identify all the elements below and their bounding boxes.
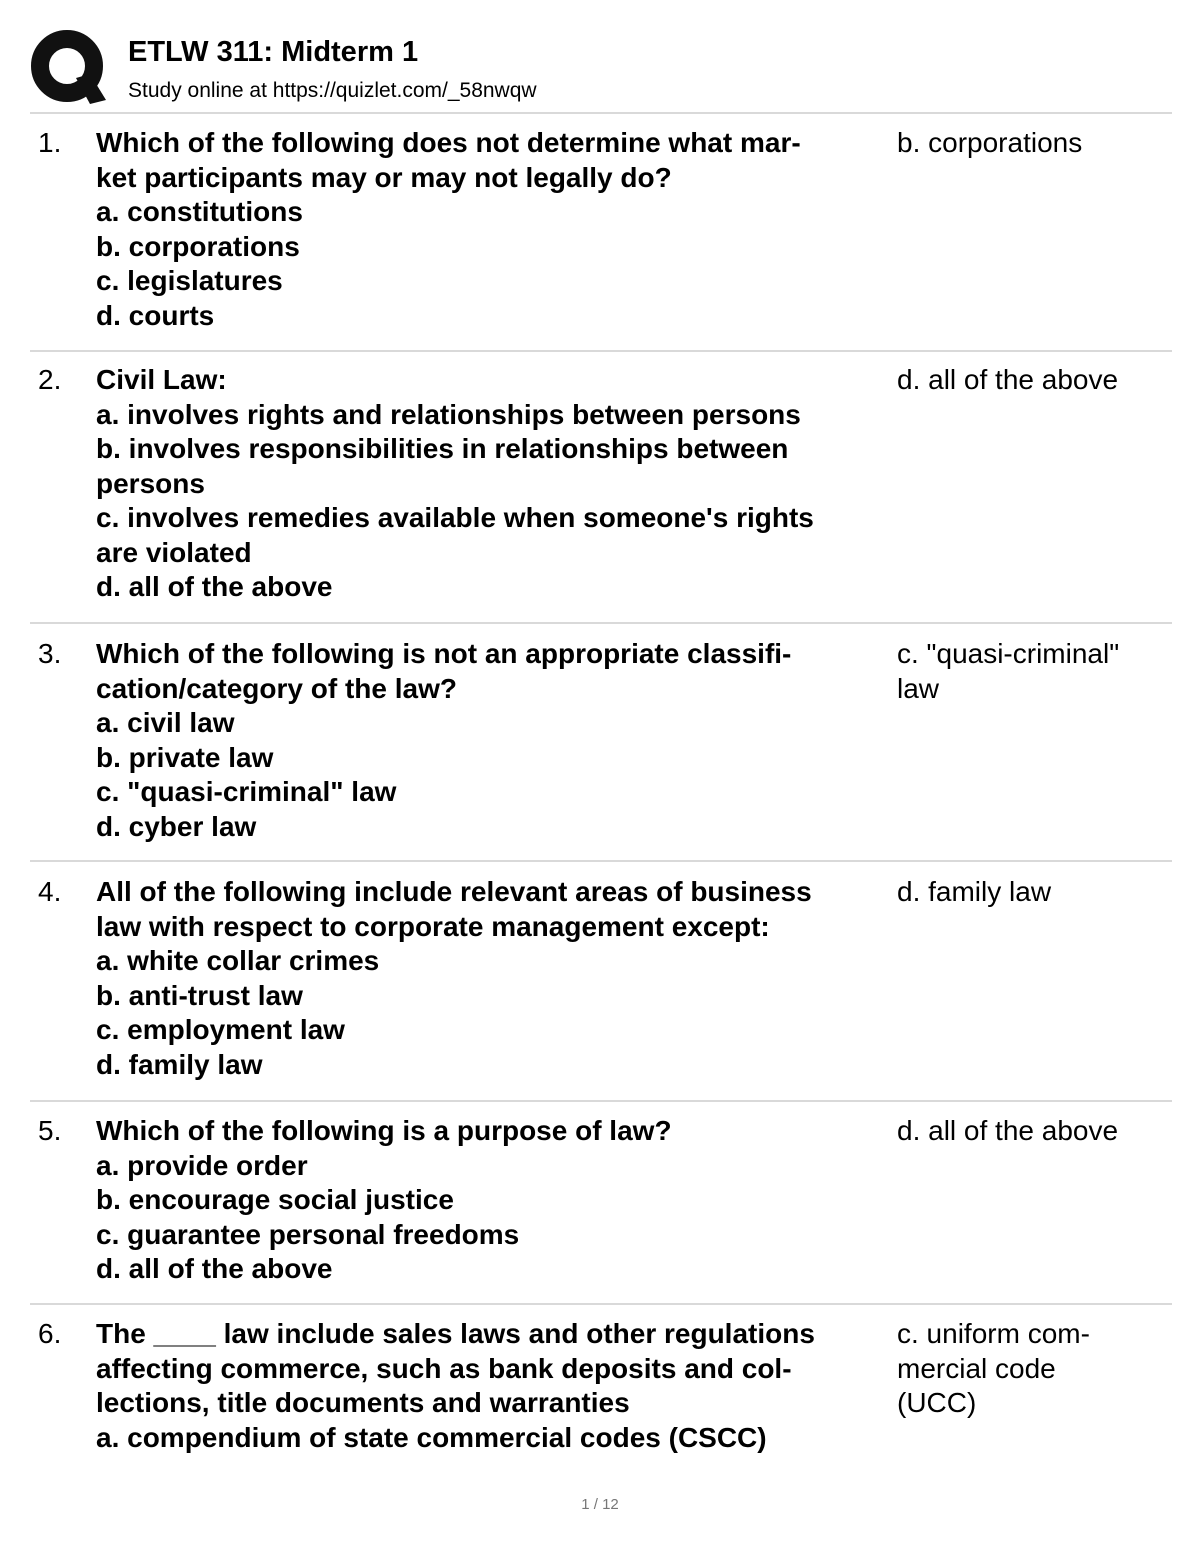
option-line: c. "quasi-criminal" law bbox=[96, 776, 397, 807]
option-line: a. provide order bbox=[96, 1149, 308, 1181]
answer-line: (UCC) bbox=[897, 1387, 977, 1418]
card-number: 5. bbox=[38, 1115, 62, 1146]
option-line: c. involves remedies available when someone's rights bbox=[96, 502, 814, 533]
question-line: affecting commerce, such as bank deposits and col- bbox=[96, 1352, 792, 1384]
document-title: ETLW 311: Midterm 1 bbox=[128, 36, 419, 68]
divider bbox=[30, 1303, 1172, 1305]
answer bbox=[897, 1114, 1167, 1149]
page-indicator: 1 / 12 bbox=[581, 1496, 619, 1513]
option-line: a. compendium of state commercial codes (CSCC) bbox=[96, 1421, 767, 1453]
option-line: d. all of the above bbox=[96, 1253, 333, 1284]
answer bbox=[897, 363, 1167, 398]
answer-line: d. family law bbox=[897, 876, 1052, 907]
question bbox=[96, 637, 891, 844]
option-line: a. constitutions bbox=[96, 196, 303, 227]
option-line: d. courts bbox=[96, 299, 215, 331]
quizlet-logo-icon bbox=[30, 28, 108, 106]
answer-line: d. all of the above bbox=[897, 1115, 1119, 1146]
option-line: b. private law bbox=[96, 741, 274, 773]
answer bbox=[897, 875, 1167, 910]
option-line: are violated bbox=[96, 536, 252, 568]
divider bbox=[30, 860, 1172, 862]
question bbox=[96, 126, 891, 333]
question-line: Which of the following is a purpose of law? bbox=[96, 1115, 672, 1146]
answer-line: c. uniform com- bbox=[897, 1318, 1090, 1349]
answer bbox=[897, 637, 1167, 706]
divider bbox=[30, 622, 1172, 624]
page-header bbox=[30, 28, 1172, 110]
option-line: b. anti-trust law bbox=[96, 979, 303, 1011]
question bbox=[96, 875, 891, 1082]
question-line: lections, title documents and warranties bbox=[96, 1387, 630, 1418]
option-line: c. guarantee personal freedoms bbox=[96, 1218, 520, 1250]
option-line: c. employment law bbox=[96, 1014, 345, 1045]
card-number: 3. bbox=[38, 638, 62, 669]
divider bbox=[30, 112, 1172, 114]
card-number: 6. bbox=[38, 1318, 62, 1349]
option-line: a. white collar crimes bbox=[96, 945, 380, 976]
option-line: c. legislatures bbox=[96, 265, 283, 296]
question-line: ket participants may or may not legally do? bbox=[96, 161, 672, 193]
option-line: b. encourage social justice bbox=[96, 1184, 454, 1215]
answer bbox=[897, 126, 1167, 161]
option-line: b. involves responsibilities in relationships between bbox=[96, 433, 789, 464]
question bbox=[96, 1114, 891, 1287]
answer-line: law bbox=[897, 672, 940, 704]
option-line: d. family law bbox=[96, 1048, 263, 1080]
option-line: a. civil law bbox=[96, 707, 235, 738]
answer-line: b. corporations bbox=[897, 127, 1083, 158]
question-line: Civil Law: bbox=[96, 364, 227, 395]
card-number: 2. bbox=[38, 364, 62, 395]
question-line: cation/category of the law? bbox=[96, 672, 457, 704]
question-line: All of the following include relevant areas of business bbox=[96, 876, 812, 907]
question bbox=[96, 1317, 891, 1455]
study-online-link[interactable]: Study online at https://quizlet.com/_58nwqw bbox=[128, 79, 537, 102]
divider bbox=[30, 350, 1172, 352]
option-line: b. corporations bbox=[96, 230, 300, 262]
question-line: Which of the following is not an appropriate classifi- bbox=[96, 638, 792, 669]
divider bbox=[30, 1100, 1172, 1102]
question bbox=[96, 363, 891, 605]
answer bbox=[897, 1317, 1167, 1421]
card-number: 1. bbox=[38, 127, 62, 158]
card-number: 4. bbox=[38, 876, 62, 907]
question-line: Which of the following does not determine what mar- bbox=[96, 127, 801, 158]
option-line: a. involves rights and relationships between persons bbox=[96, 398, 801, 430]
answer-line: mercial code bbox=[897, 1352, 1056, 1384]
question-line: The ____ law include sales laws and other regulations bbox=[96, 1318, 815, 1349]
option-line: persons bbox=[96, 467, 205, 499]
option-line: d. cyber law bbox=[96, 810, 257, 842]
question-line: law with respect to corporate management except: bbox=[96, 910, 770, 942]
answer-line: c. "quasi-criminal" bbox=[897, 638, 1120, 669]
option-line: d. all of the above bbox=[96, 571, 333, 602]
answer-line: d. all of the above bbox=[897, 364, 1119, 395]
